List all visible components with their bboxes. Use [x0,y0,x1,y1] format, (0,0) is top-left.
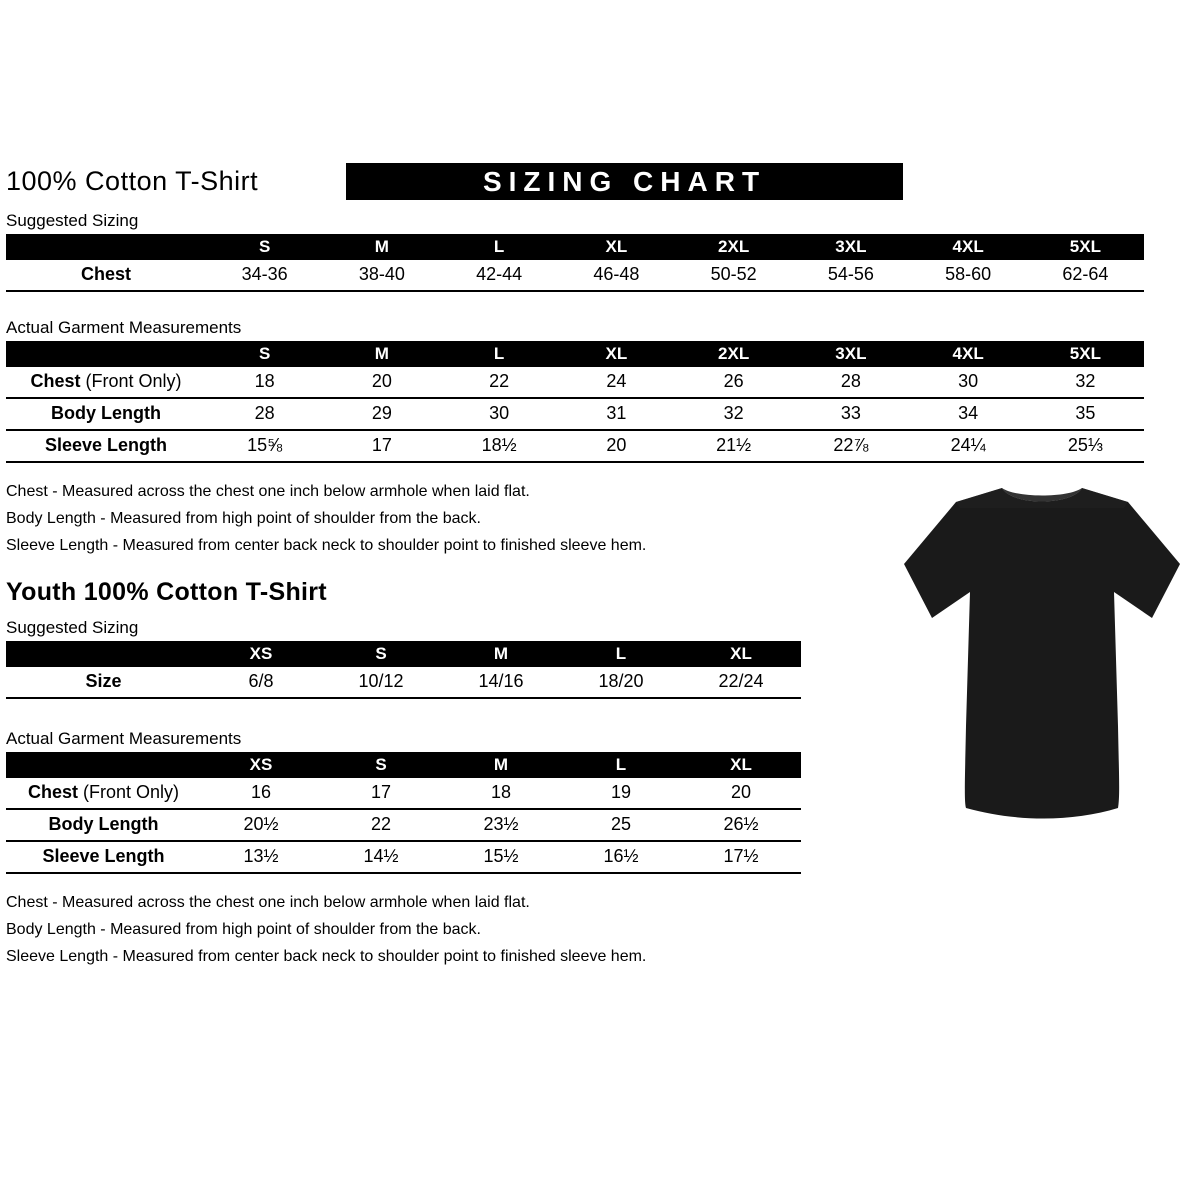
header-cell: 5XL [1027,341,1144,367]
cell: 58-60 [910,260,1027,291]
row-label: Sleeve Length [6,430,206,462]
youth-suggested-table [6,641,801,699]
cell: 50-52 [675,260,792,291]
cell: 14/16 [441,667,561,698]
cell: 20½ [201,809,321,841]
header-row [6,641,801,667]
cell: 54-56 [792,260,909,291]
note-sleeve-length: Sleeve Length - Measured from center back neck to shoulder point to finished sleeve hem. [6,537,647,555]
note-body-length: Body Length - Measured from high point of shoulder from the back. [6,510,481,528]
header-cell: 2XL [675,341,792,367]
cell: 32 [1027,367,1144,398]
youth-actual-table [6,752,801,874]
cell: 24¼ [910,430,1027,462]
cell: 62-64 [1027,260,1144,291]
header-cell: L [561,752,681,778]
header-cell: M [441,641,561,667]
cell: 15⅝ [206,430,323,462]
cell: 17½ [681,841,801,873]
cell: 17 [323,430,440,462]
table-row [6,398,1144,430]
cell: 18 [441,778,561,809]
cell: 16 [201,778,321,809]
cell: 22⅞ [792,430,909,462]
table-row [6,367,1144,398]
cell: 34-36 [206,260,323,291]
note-chest: Chest - Measured across the chest one inch below armhole when laid flat. [6,483,530,500]
row-label: Sleeve Length [6,841,201,873]
cell: 28 [206,398,323,430]
cell: 31 [558,398,675,430]
header-cell: 4XL [910,341,1027,367]
cell: 10/12 [321,667,441,698]
adult-actual-label: Actual Garment Measurements [6,318,242,337]
header-row [6,752,801,778]
cell: 30 [441,398,558,430]
cell: 23½ [441,809,561,841]
header-cell: 2XL [675,234,792,260]
header-cell: XL [681,752,801,778]
sizing-chart-banner: SIZING CHART [346,163,903,200]
cell: 28 [792,367,909,398]
cell: 17 [321,778,441,809]
header-cell: XS [201,641,321,667]
adult-suggested-label: Suggested Sizing [6,211,139,230]
header-cell: S [321,752,441,778]
tshirt-body [904,488,1180,819]
header-cell [6,641,201,667]
header-cell: S [206,234,323,260]
note-body-length: Body Length - Measured from high point of shoulder from the back. [6,920,481,938]
youth-suggested-label: Suggested Sizing [6,617,139,637]
cell: 26½ [681,809,801,841]
header-row [6,341,1144,367]
header-cell: M [441,752,561,778]
cell: 38-40 [323,260,440,291]
header-cell: M [323,341,440,367]
row-label: Body Length [6,809,201,841]
cell: 13½ [201,841,321,873]
cell: 26 [675,367,792,398]
note-sleeve-length: Sleeve Length - Measured from center back neck to shoulder point to finished sleeve hem. [6,947,647,965]
header-cell: 5XL [1027,234,1144,260]
cell: 22 [321,809,441,841]
youth-title: Youth 100% Cotton T-Shirt [6,577,327,606]
table-row [6,778,801,809]
cell: 18 [206,367,323,398]
header-cell: L [441,341,558,367]
black-tshirt-image [896,476,1188,838]
tshirt-graphic [896,476,1188,838]
cell: 18/20 [561,667,681,698]
note-chest: Chest - Measured across the chest one inch below armhole when laid flat. [6,893,530,911]
header-cell [6,234,206,260]
cell: 6/8 [201,667,321,698]
adult-actual-table [6,341,1144,463]
header-cell: XL [558,234,675,260]
cell: 34 [910,398,1027,430]
cell: 29 [323,398,440,430]
row-label: Chest (Front Only) [6,367,206,398]
cell: 20 [558,430,675,462]
header-cell: L [561,641,681,667]
cell: 22/24 [681,667,801,698]
table-row [6,260,1144,291]
adult-title: 100% Cotton T-Shirt [6,166,259,196]
header-cell: S [206,341,323,367]
cell: 18½ [441,430,558,462]
row-label: Size [6,667,201,698]
cell: 33 [792,398,909,430]
cell: 15½ [441,841,561,873]
cell: 30 [910,367,1027,398]
youth-notes [6,889,1146,971]
row-label: Body Length [6,398,206,430]
header-cell [6,752,201,778]
header-cell: L [441,234,558,260]
youth-actual-label: Actual Garment Measurements [6,728,242,748]
cell: 32 [675,398,792,430]
cell: 25 [561,809,681,841]
table-row [6,841,801,873]
adult-suggested-table [6,234,1144,292]
cell: 22 [441,367,558,398]
header-cell: 3XL [792,341,909,367]
table-row [6,430,1144,462]
cell: 20 [323,367,440,398]
cell: 25⅓ [1027,430,1144,462]
row-label: Chest (Front Only) [6,778,201,809]
cell: 35 [1027,398,1144,430]
cell: 46-48 [558,260,675,291]
row-label: Chest [6,260,206,291]
header-cell: XL [681,641,801,667]
table-row [6,667,801,698]
header-cell: XS [201,752,321,778]
cell: 24 [558,367,675,398]
header-cell: S [321,641,441,667]
header-cell: 3XL [792,234,909,260]
table-row [6,809,801,841]
cell: 19 [561,778,681,809]
cell: 16½ [561,841,681,873]
cell: 14½ [321,841,441,873]
cell: 42-44 [441,260,558,291]
cell: 20 [681,778,801,809]
header-cell: M [323,234,440,260]
header-cell: XL [558,341,675,367]
header-row [6,234,1144,260]
cell: 21½ [675,430,792,462]
header-cell [6,341,206,367]
header-cell: 4XL [910,234,1027,260]
header-row [6,163,1146,200]
